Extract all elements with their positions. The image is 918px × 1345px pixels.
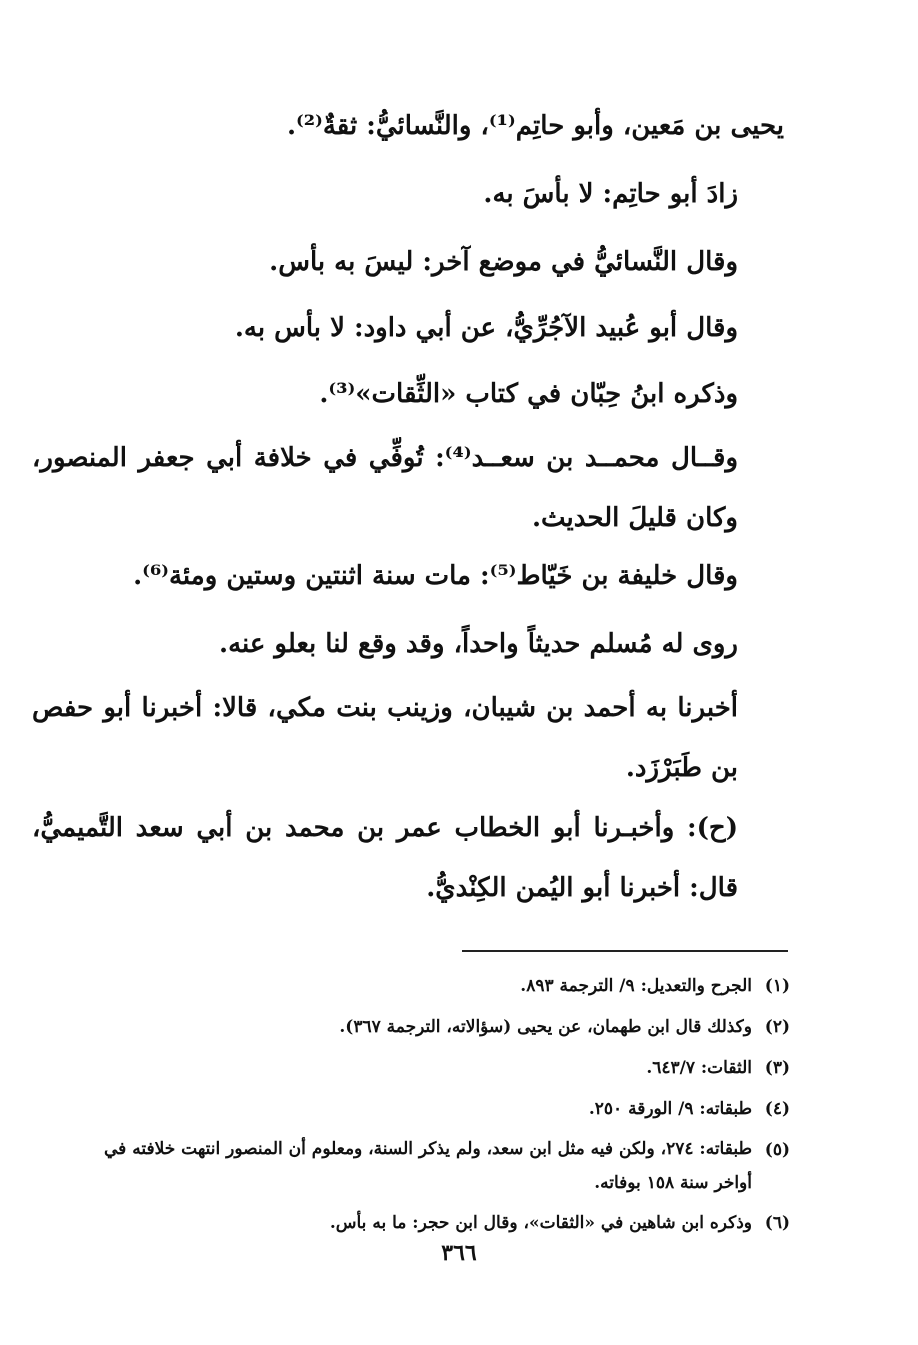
paragraph-8: روى له مُسلم حديثاً واحداً، وقد وقع لنا بعلو عنه. [219, 629, 738, 659]
page-number: ٣٦٦ [441, 1240, 477, 1266]
footnote-4 [88, 1091, 790, 1127]
footnote-text: وذكره ابن شاهين في «الثقات»، وقال ابن حجر: ما به بأس. [329, 1213, 752, 1233]
paragraph-4: وقال أبو عُبيد الآجُرِّيُّ، عن أبي داود: لا بأس به. [234, 313, 738, 343]
footnote-separator [462, 950, 788, 952]
main-text [32, 0, 784, 930]
footnote-number: (٣) [764, 1058, 790, 1078]
paragraph-5: وذكره ابنُ حِبّان في كتاب «الثِّقات»⁽³⁾. [319, 379, 738, 409]
footnote-6 [88, 1205, 790, 1241]
footnote-number: (٥) [764, 1140, 790, 1160]
footnote-number: (٢) [764, 1017, 790, 1037]
footnote-number: (٦) [764, 1213, 790, 1233]
footnote-5 [88, 1132, 790, 1200]
footnote-3 [88, 1050, 790, 1086]
footnote-text: طبقاته: ٩/ الورقة ٢٥٠. [588, 1099, 752, 1119]
paragraph-1: يحيى بن مَعين، وأبو حاتِم⁽¹⁾، والنَّسائيُّ: ثقةٌ⁽²⁾. [286, 111, 784, 141]
paragraph-7: وقال خليفة بن خَيّاط⁽⁵⁾: مات سنة اثنتين وستين ومئة⁽⁶⁾. [133, 561, 738, 591]
footnote-number: (٤) [764, 1099, 790, 1119]
footnote-2 [88, 1009, 790, 1045]
footnote-1 [88, 968, 790, 1004]
paragraph-3: وقال النَّسائيُّ في موضع آخر: ليسَ به بأس. [269, 247, 738, 277]
footnote-text: الجرح والتعديل: ٩/ الترجمة ٨٩٣. [520, 976, 752, 996]
footnote-text: طبقاته: ٢٧٤، ولكن فيه مثل ابن سعد، ولم يذكر السنة، ومعلوم أن المنصور انتهت خلافته في أواخر سنة ١٥٨ بوفاته. [103, 1139, 752, 1193]
footnotes [88, 968, 790, 1246]
paragraph-2: زادَ أبو حاتِم: لا بأسَ به. [483, 179, 738, 209]
paragraph-10: (ح): وأخبـرنا أبو الخطاب عمر بن محمد بن أبي سعد التَّميميُّ، قال: أخبرنا أبو اليُمن الكِنْديُّ. [32, 813, 738, 903]
footnote-number: (١) [764, 976, 790, 996]
footnote-text: الثقات: ٦٤٣/٧. [646, 1058, 752, 1078]
footnote-text: وكذلك قال ابن طهمان، عن يحيى (سؤالاته، الترجمة ٣٦٧). [339, 1017, 752, 1037]
paragraph-9: أخبرنا به أحمد بن شيبان، وزينب بنت مكي، قالا: أخبرنا أبو حفص بن طَبَرْزَد. [32, 693, 738, 783]
paragraph-6: وقــال محمــد بن سعــد⁽⁴⁾: تُوفِّي في خلافة أبي جعفر المنصور، وكان قليلَ الحديث. [32, 443, 739, 533]
